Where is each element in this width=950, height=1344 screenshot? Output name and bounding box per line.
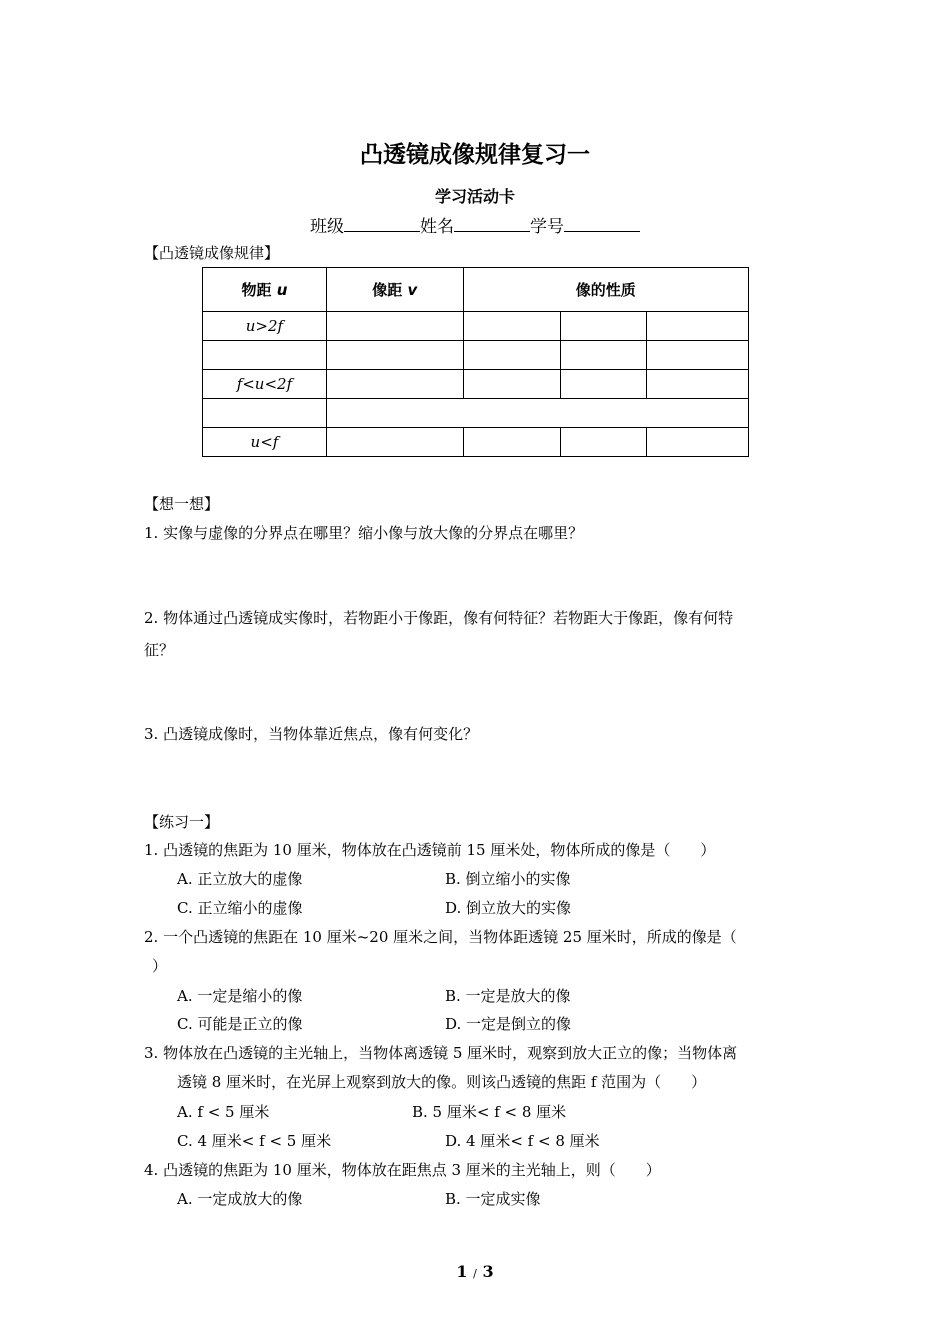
class-label: 班级 — [310, 217, 344, 237]
row-label: f<u<2f — [203, 370, 327, 399]
practice-q4-option-b: B. 一定成实像 — [445, 1190, 541, 1208]
table-cell — [561, 370, 647, 399]
table-cell — [647, 428, 749, 457]
practice-q4-option-a: A. 一定成放大的像 — [177, 1190, 303, 1208]
table-cell — [561, 428, 647, 457]
page-title: 凸透镜成像规律复习一 — [360, 142, 590, 168]
practice-q2-option-b: B. 一定是放大的像 — [445, 987, 571, 1005]
practice-q3-option-b: B. 5 厘米< f < 8 厘米 — [412, 1103, 567, 1121]
table-cell — [647, 370, 749, 399]
table-cell — [561, 312, 647, 341]
practice-q3-option-c: C. 4 厘米< f < 5 厘米 — [177, 1132, 332, 1150]
page-total: 3 — [482, 1262, 494, 1281]
number-blank — [564, 217, 640, 232]
section-heading-rules: 【凸透镜成像规律】 — [144, 244, 280, 262]
table-cell-merged — [326, 399, 748, 428]
practice-q3-stem-line-1: 3. 物体放在凸透镜的主光轴上，当物体离透镜 5 厘米时，观察到放大正立的像；当物体离 — [144, 1044, 738, 1062]
table-cell — [463, 312, 561, 341]
page-number — [0, 1262, 950, 1281]
table-cell — [326, 428, 463, 457]
think-question-3: 3. 凸透镜成像时，当物体靠近焦点，像有何变化？ — [144, 725, 479, 743]
practice-q1-option-a: A. 正立放大的虚像 — [177, 870, 303, 888]
row-label: u>2f — [203, 312, 327, 341]
table-cell — [647, 341, 749, 370]
table-cell — [326, 341, 463, 370]
subtitle: 学习活动卡 — [434, 187, 515, 206]
practice-q2-option-c: C. 可能是正立的像 — [177, 1015, 303, 1033]
practice-q1-stem: 1. 凸透镜的焦距为 10 厘米，物体放在凸透镜前 15 厘米处，物体所成的像是（ ） — [144, 841, 716, 859]
table-cell — [647, 312, 749, 341]
table-header-row — [203, 268, 749, 312]
table-row — [203, 312, 749, 341]
row-label: u<f — [203, 428, 327, 457]
practice-q2-option-d: D. 一定是倒立的像 — [445, 1015, 572, 1033]
section-heading-practice: 【练习一】 — [144, 813, 220, 831]
practice-q1-option-d: D. 倒立放大的实像 — [445, 899, 572, 917]
page-current: 1 — [456, 1262, 468, 1281]
practice-q3-option-a: A. f < 5 厘米 — [177, 1103, 270, 1121]
class-blank — [344, 217, 420, 232]
table-row — [203, 428, 749, 457]
practice-q1-option-b: B. 倒立缩小的实像 — [445, 870, 571, 888]
think-question-2-line-1: 2. 物体通过凸透镜成实像时，若物距小于像距，像有何特征？若物距大于像距，像有何特 — [144, 609, 734, 627]
section-heading-think: 【想一想】 — [144, 495, 220, 513]
header-image-nature: 像的性质 — [463, 268, 748, 312]
practice-q3-stem-line-2: 透镜 8 厘米时，在光屏上观察到放大的像。则该凸透镜的焦距 f 范围为（ ） — [177, 1073, 707, 1091]
table-cell — [326, 312, 463, 341]
row-label — [203, 341, 327, 370]
practice-q2-stem-line-1: 2. 一个凸透镜的焦距在 10 厘米~20 厘米之间，当物体距透镜 25 厘米时，所成的像是（ — [144, 928, 737, 946]
practice-q2-stem-line-2: ） — [152, 957, 168, 975]
header-object-distance: 物距 u — [203, 268, 327, 312]
imaging-rules-table — [202, 267, 749, 457]
think-question-2-line-2: 征？ — [144, 641, 175, 659]
table-row — [203, 341, 749, 370]
name-blank — [454, 217, 530, 232]
table-row — [203, 399, 749, 428]
header-image-distance: 像距 v — [326, 268, 463, 312]
practice-q4-stem: 4. 凸透镜的焦距为 10 厘米，物体放在距焦点 3 厘米的主光轴上，则（ ） — [144, 1161, 661, 1179]
practice-q2-option-a: A. 一定是缩小的像 — [177, 987, 303, 1005]
table-cell — [463, 341, 561, 370]
page-separator: / — [473, 1267, 477, 1280]
table-cell — [463, 370, 561, 399]
table-cell — [326, 370, 463, 399]
name-label: 姓名 — [420, 217, 454, 237]
practice-q3-option-d: D. 4 厘米< f < 8 厘米 — [445, 1132, 600, 1150]
table-cell — [463, 428, 561, 457]
number-label: 学号 — [530, 217, 564, 237]
table-cell — [561, 341, 647, 370]
practice-q1-option-c: C. 正立缩小的虚像 — [177, 899, 303, 917]
student-info-line — [0, 212, 950, 237]
table-row — [203, 370, 749, 399]
row-label — [203, 399, 327, 428]
think-question-1: 1. 实像与虚像的分界点在哪里？缩小像与放大像的分界点在哪里？ — [144, 524, 584, 542]
